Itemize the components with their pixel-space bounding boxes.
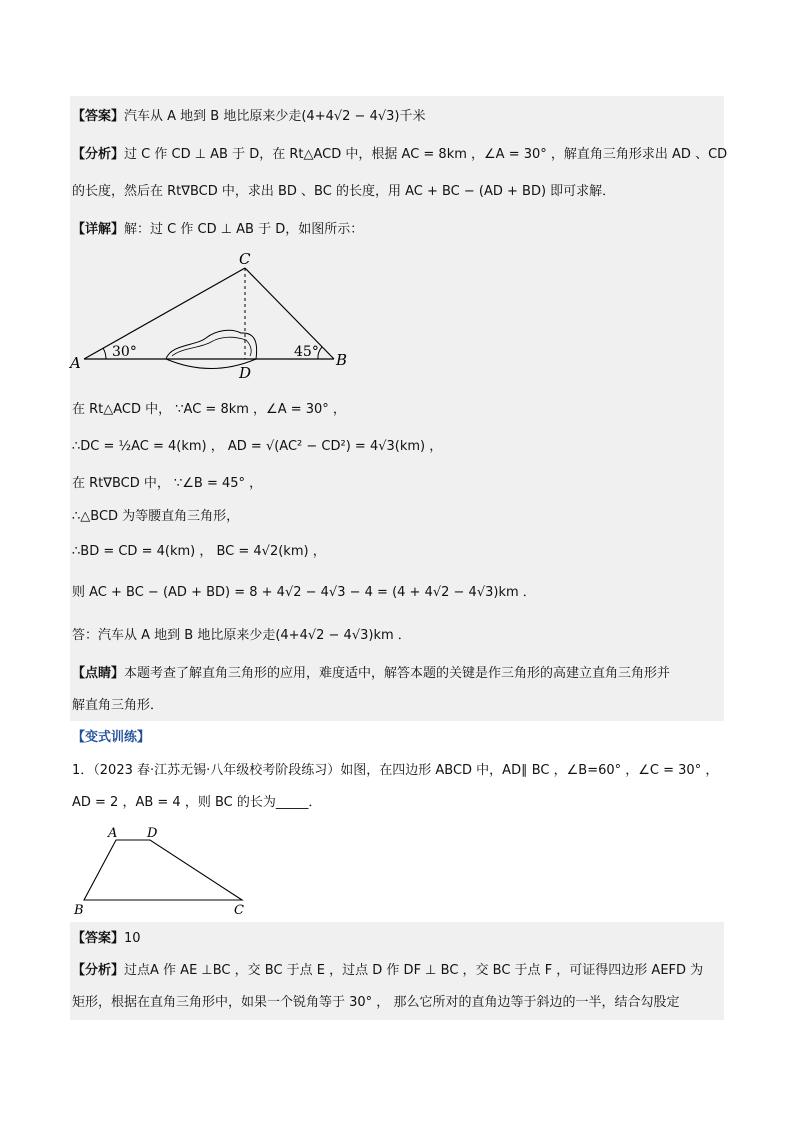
variant-q1-line-2: AD = 2 ，AB = 4 ，则 BC 的长为_____． [72,795,322,810]
detail-intro: 解：过 C 作 CD ⊥ AB 于 D，如图所示： [124,222,364,237]
trap-label-c: C [234,903,244,918]
variant-heading: 【变式训练】 [72,730,151,745]
label-point-d: D [239,364,252,382]
detail-step-6: 则 AC + BC − (AD + BD) = 8 + 4√2 − 4√3 − 4 = (4 + 4√2 − 4√3)km ． [72,585,536,600]
variant-answer-line [72,930,141,948]
variant-analysis-line-1 [72,962,703,980]
answer-label: 【答案】 [72,109,125,124]
comment-label: 【点睛】 [72,666,125,681]
detail-label: 【详解】 [72,222,125,237]
trap-label-d: D [147,826,158,841]
trap-label-b: B [74,903,84,918]
label-point-c: C [239,250,251,268]
detail-step-5: ∴BD = CD = 4(km) ， BC = 4√2(km) ， [72,544,326,559]
variant-q1-line-1: 1．（2023 春·江苏无锡·八年级校考阶段练习）如图，在四边形 ABCD 中，AD∥ BC ，∠B=60° ，∠C = 30° ， [72,763,719,778]
detail-line [72,221,363,239]
detail-answer: 答：汽车从 A 地到 B 地比原来少走(4+4√2 − 4√3)km ． [72,628,411,643]
analysis-line-2 [72,183,615,201]
answer-text: 汽车从 A 地到 B 地比原来少走(4+4√2 − 4√3)千米 [124,109,426,124]
segment-bc [245,268,334,359]
segment-ac [84,268,245,359]
variant-analysis-label: 【分析】 [72,963,125,978]
triangle-figure [66,248,366,384]
label-angle-a: 30° [112,344,137,360]
comment-line-1 [72,665,670,683]
detail-step-3: 在 Rt∇BCD 中， ∵∠B = 45° ， [72,476,263,491]
variant-answer-label: 【答案】 [72,931,125,946]
obstacle-shape [166,330,257,359]
comment-line-2: 解直角三角形． [72,698,164,713]
trap-label-a: A [108,826,118,841]
label-point-b: B [336,351,348,369]
label-angle-b: 45° [294,344,319,360]
trapezoid-abcd [84,840,242,900]
analysis-text-1: 过 C 作 CD ⊥ AB 于 D，在 Rt△ACD 中，根据 AC = 8km ，∠A = 30° ，解直角三角形求出 AD 、CD [124,147,728,162]
angle-arc-a [103,348,106,359]
trapezoid-figure [70,822,260,918]
comment-text-1: 本题考查了解直角三角形的应用，难度适中，解答本题的关键是作三角形的高建立直角三角形并 [124,666,671,681]
obstacle-shape-inner [172,337,251,356]
analysis-text-2: 的长度，然后在 Rt∇BCD 中，求出 BD 、BC 的长度，用 AC + BC − (AD + BD) 即可求解． [72,184,616,199]
detail-step-1: 在 Rt△ACD 中， ∵AC = 8km ，∠A = 30° ， [72,402,346,417]
answer-line [72,108,425,126]
variant-analysis-line-2: 矩形，根据在直角三角形中，如果一个锐角等于 30° ， 那么它所对的直角边等于斜边的一半，结合勾股定 [72,995,680,1010]
variant-answer-value: 10 [124,931,141,946]
analysis-line-1 [72,146,727,164]
analysis-label: 【分析】 [72,147,125,162]
detail-step-4: ∴△BCD 为等腰直角三角形， [72,509,240,524]
label-point-a: A [70,354,81,372]
variant-analysis-text-1: 过点A 作 AE ⊥BC ，交 BC 于点 E ，过点 D 作 DF ⊥ BC ，交 BC 于点 F ，可证得四边形 AEFD 为 [124,963,704,978]
detail-step-2: ∴DC = ½AC = 4(km) ， AD = √(AC² − CD²) = 4√3(km) ， [72,439,443,454]
